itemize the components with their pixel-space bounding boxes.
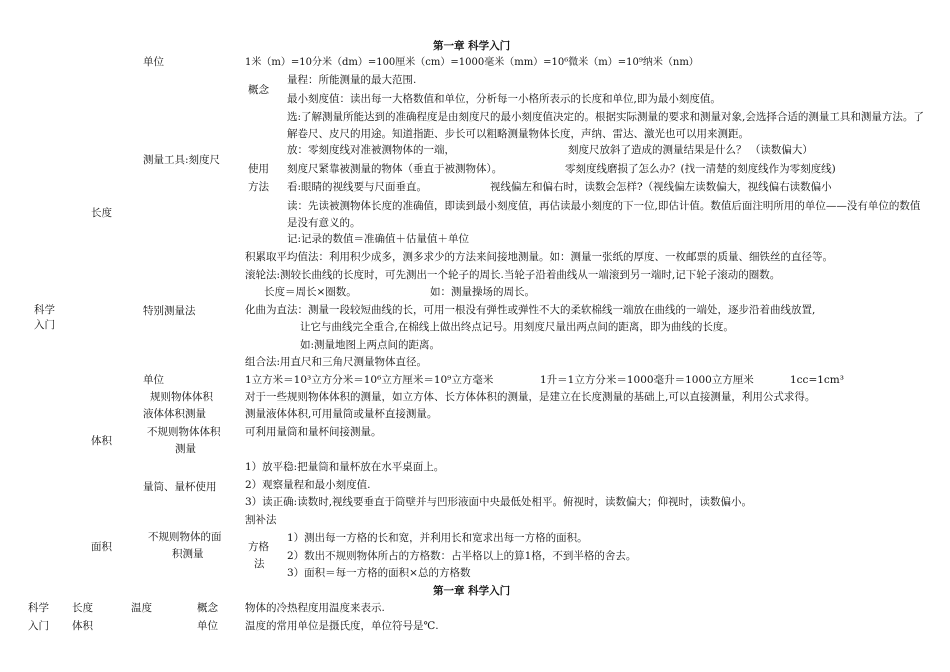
- irregular-area-label-a: 不规则物体的面: [148, 531, 222, 543]
- cut-fill-method: 割补法: [245, 514, 277, 526]
- volume-unit-text-b: 1升＝1立方分米＝1000毫升＝1000立方厘米: [540, 374, 754, 386]
- page2-unit-text: 温度的常用单位是摄氏度，单位符号是℃.: [245, 620, 439, 632]
- length-unit-label: 单位: [143, 56, 164, 68]
- accumulate-text: 积累取平均值法：利用积少成多，测多求少的方法来间接地测量。如：测量一张纸的厚度、一枚邮票的质量、细铁丝的直径等。: [245, 251, 833, 263]
- curve-example: 如:测量地图上两点间的距离。: [300, 339, 441, 351]
- irregular-volume-label-b: 测量: [175, 443, 196, 455]
- length-heading: 长度: [91, 207, 112, 219]
- grid-method-label-a: 方格: [248, 541, 269, 553]
- read-text: 读：先读被测物体长度的准确值，即读到最小刻度值，再估读最小刻度的下一位,即估计值。数值后面注明所用的单位——没有单位的数值是没有意义的。: [287, 200, 921, 229]
- liquid-volume-text: 测量液体体积,可用量筒或量杯直接测量。: [245, 408, 438, 420]
- grid-step-3: 3）面积＝每一方格的面积×总的方格数: [287, 567, 471, 579]
- combine-text: 组合法:用直尺和三角尺测量物体直径。: [245, 356, 428, 368]
- volume-heading: 体积: [91, 435, 112, 447]
- page2-volume: 体积: [72, 620, 93, 632]
- page2-temperature: 温度: [131, 602, 152, 614]
- page2-unit-label: 单位: [197, 620, 218, 632]
- irregular-area-label-b: 积测量: [172, 548, 204, 560]
- range-text: 量程：所能测量的最大范围.: [287, 74, 417, 86]
- length-unit-text: 1米（m）=10分米（dm）=100厘米（cm）=1000毫米（mm）=10⁶微米（m）=10⁹纳米（nm）: [245, 57, 699, 68]
- cylinder-step-2: 2）观察量程和最小刻度值.: [245, 479, 371, 491]
- regular-volume-label: 规则物体体积: [150, 391, 213, 403]
- special-method-label: 特别测量法: [143, 305, 196, 317]
- volume-unit-label: 单位: [143, 374, 164, 386]
- roller-formula: 长度＝周长×圈数。: [264, 286, 357, 298]
- place-text-d: 零刻度线磨损了怎么办？(找一清楚的刻度线作为零刻度线): [565, 163, 836, 175]
- choose-text: 选:了解测量所能达到的准确程度是由刻度尺的最小刻度值决定的。根据实际测量的要求和测量对象,会选择合适的测量工具和测量方法。了解卷尺、皮尺的用途。知道指距、步长可以粗略测量物体长度，声纳、雷达、激光也可以用来测距。: [287, 111, 924, 140]
- irregular-volume-label-a: 不规则物体体积: [147, 426, 221, 438]
- volume-unit-text-c: 1cc=1cm³: [790, 374, 844, 386]
- measuring-tool-label: 测量工具:刻度尺: [143, 154, 221, 166]
- concept-label: 概念: [248, 84, 269, 96]
- page2-title: 第一章 科学入门: [433, 585, 511, 597]
- place-text-a: 放：零刻度线对准被测物体的一端，: [287, 144, 455, 156]
- page-title: 第一章 科学入门: [433, 40, 511, 52]
- method-label: 方法: [248, 181, 269, 193]
- page2-concept-label: 概念: [197, 602, 218, 614]
- cylinder-step-1: 1）放平稳:把量筒和量杯放在水平桌面上。: [245, 461, 445, 473]
- use-label: 使用: [248, 163, 269, 175]
- grid-step-1: 1）测出每一方格的长和宽，并利用长和宽求出每一方格的面积。: [287, 532, 588, 544]
- cylinder-step-3: 3）读正确:读数时,视线要垂直于筒壁并与凹形液面中央最低处相平。俯视时，读数偏大；仰视时，读数偏小。: [245, 496, 753, 508]
- root-label-2: 入门: [34, 319, 55, 331]
- page2-root-b: 入门: [28, 620, 49, 632]
- regular-volume-text: 对于一些规则物体体积的测量，如立方体、长方体体积的测量，是建立在长度测量的基础上,可以直接测量，利用公式求得。: [245, 391, 816, 403]
- roller-example: 如：测量操场的周长。: [430, 286, 535, 298]
- record-text: 记:记录的数值＝准确值＋估量值＋单位: [287, 233, 470, 245]
- page2-concept-text: 物体的冷热程度用温度来表示.: [245, 602, 385, 614]
- grid-method-label-b: 法: [254, 558, 265, 570]
- grid-step-2: 2）数出不规则物体所占的方格数：占半格以上的算1格，不到半格的舍去。: [287, 550, 637, 562]
- look-text-a: 看:眼睛的视线要与尺面垂直。: [287, 181, 428, 193]
- roller-text: 滚轮法:测较长曲线的长度时，可先测出一个轮子的周长.当轮子沿着曲线从一端滚到另一端时,记下轮子滚动的圈数。: [245, 269, 781, 281]
- min-division-text: 最小刻度值：读出每一大格数值和单位，分析每一小格所表示的长度和单位,即为最小刻度值。: [287, 93, 721, 105]
- root-label-1: 科学: [34, 304, 55, 316]
- liquid-volume-label: 液体体积测量: [143, 408, 206, 420]
- curve-text-b: 让它与曲线完全重合,在棉线上做出终点记号。用刻度尺量出两点间的距离，即为曲线的长度。: [300, 321, 734, 333]
- place-text-b: 刻度尺放斜了造成的测量结果是什么？ （读数偏大）: [568, 144, 813, 156]
- page2-root-a: 科学: [28, 602, 49, 614]
- irregular-volume-text: 可利用量筒和量杯间接测量。: [245, 426, 382, 438]
- look-text-b: 视线偏左和偏右时，读数会怎样?（视线偏左读数偏大，视线偏右读数偏小: [490, 181, 832, 193]
- volume-unit-text-a: 1立方米＝10³立方分米＝10⁶立方厘米＝10⁹立方毫米: [245, 374, 494, 386]
- area-heading: 面积: [91, 541, 112, 553]
- page2-length: 长度: [72, 602, 93, 614]
- cylinder-use-label: 量筒、量杯使用: [143, 481, 217, 493]
- place-text-c: 刻度尺紧靠被测量的物体（垂直于被测物体）。: [287, 163, 503, 175]
- curve-text-a: 化曲为直法：测量一段较短曲线的长，可用一根没有弹性或弹性不大的柔软棉线一端放在曲线的一端处，逐步沿着曲线放置,: [245, 304, 816, 316]
